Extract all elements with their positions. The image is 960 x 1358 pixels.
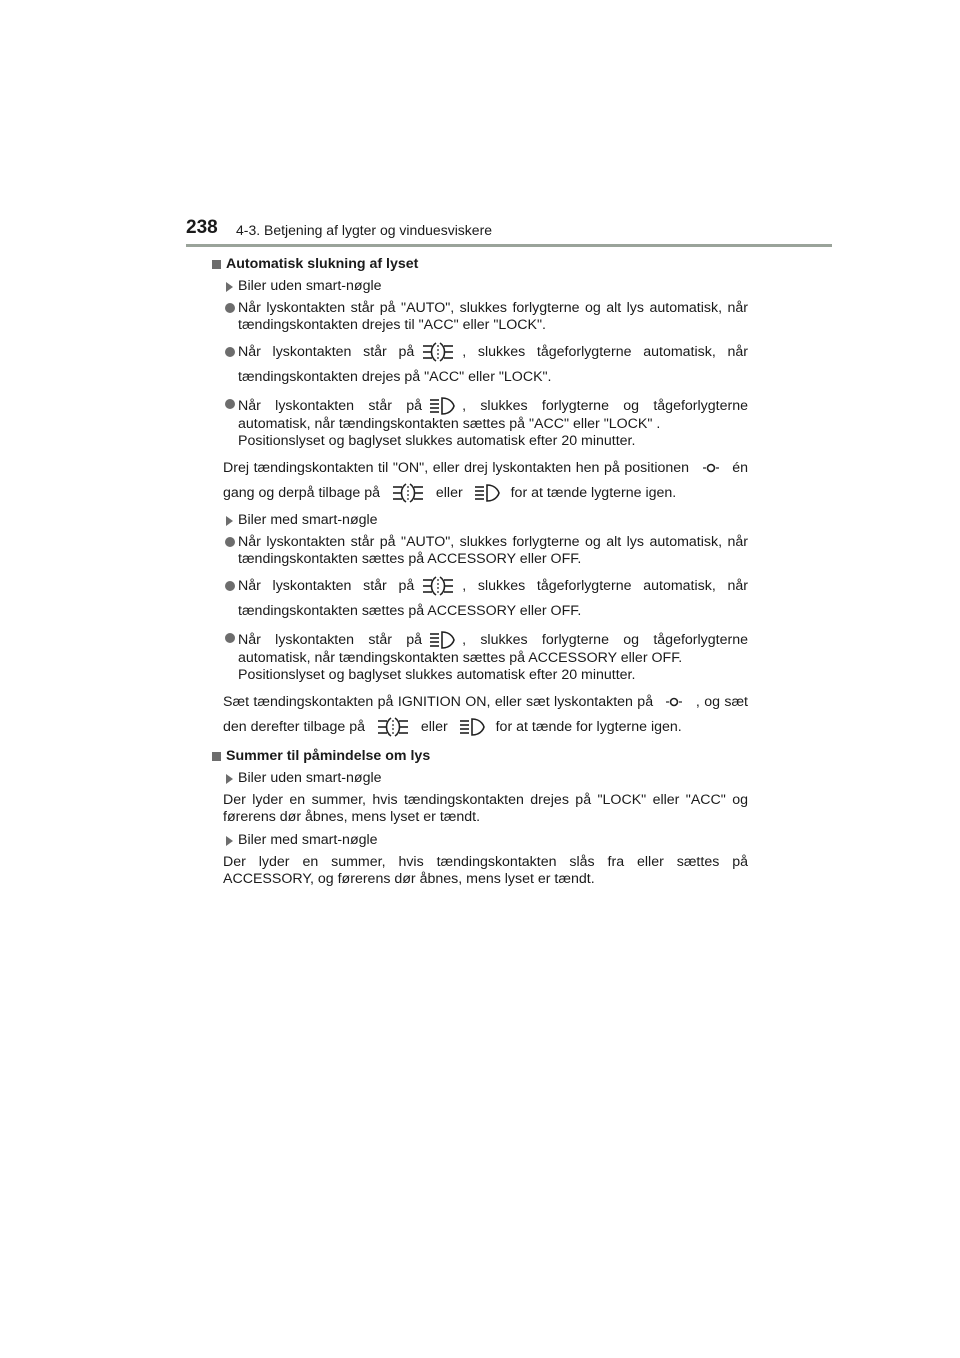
list-item xyxy=(212,340,748,390)
section-heading xyxy=(212,256,748,273)
round-bullet-icon xyxy=(225,633,235,643)
list-item-text: Positionslyset og baglyset slukkes automatisk efter 20 minutter. xyxy=(238,433,636,449)
headlight-icon xyxy=(458,717,486,737)
list-item xyxy=(212,300,748,334)
round-bullet-icon xyxy=(225,303,235,313)
subheading xyxy=(212,832,748,849)
list-item-text: Når lyskontakten står på "AUTO", slukkes forlygterne og alt lys automatisk, når tændingskontakten drejes til "ACC" eller "LOCK". xyxy=(238,300,748,333)
triangle-bullet-icon xyxy=(226,516,233,526)
list-item-text: , slukkes forlygterne og tågeforlygterne automatisk, når tændingskontakten sættes på ACCESSORY eller OFF. xyxy=(238,631,748,666)
heading-text: Summer til påmindelse om lys xyxy=(226,748,431,764)
list-item xyxy=(212,630,748,684)
subheading xyxy=(212,770,748,787)
paragraph-text: for at tænde lygterne igen. xyxy=(510,485,677,501)
subheading-text: Biler med smart-nøgle xyxy=(238,832,378,848)
page-header xyxy=(186,214,832,250)
triangle-bullet-icon xyxy=(226,282,233,292)
list-item-text: Når lyskontakten står på xyxy=(238,631,423,648)
fog-light-icon xyxy=(390,482,426,504)
triangle-bullet-icon xyxy=(226,774,233,784)
paragraph xyxy=(212,690,748,740)
paragraph-text: Drej tændingskontakten til "ON", eller drej lyskontakten hen på positionen xyxy=(223,460,690,476)
paragraph xyxy=(212,854,748,888)
triangle-bullet-icon xyxy=(226,836,233,846)
paragraph-text: Der lyder en summer, hvis tændingskontakten slås fra eller sættes på ACCESSORY, og førerens dør åbnes, mens lyset er tændt. xyxy=(223,854,748,887)
subheading xyxy=(212,278,748,295)
headlight-icon xyxy=(428,630,456,650)
subheading-text: Biler med smart-nøgle xyxy=(238,512,378,528)
paragraph-text: Der lyder en summer, hvis tændingskontakten drejes på "LOCK" eller "ACC" og førerens dør åbnes, mens lyset er tændt. xyxy=(223,792,748,825)
round-bullet-icon xyxy=(225,347,235,357)
headlight-icon xyxy=(473,483,501,503)
round-bullet-icon xyxy=(225,537,235,547)
header-rule xyxy=(186,244,832,247)
paragraph xyxy=(212,792,748,826)
section-heading xyxy=(212,748,748,765)
list-item xyxy=(212,396,748,450)
list-item-text: , slukkes tågeforlygterne automatisk, når tændingskontakten drejes på "ACC" eller "LOCK". xyxy=(238,344,748,385)
parking-light-icon xyxy=(700,459,722,477)
list-item xyxy=(212,574,748,624)
square-bullet-icon xyxy=(212,260,221,269)
subheading-text: Biler uden smart-nøgle xyxy=(238,278,382,294)
list-item-text: Positionslyset og baglyset slukkes automatisk efter 20 minutter. xyxy=(238,667,636,683)
fog-light-icon xyxy=(420,575,456,597)
paragraph-text: eller xyxy=(435,485,463,501)
list-item xyxy=(212,534,748,568)
paragraph xyxy=(212,456,748,506)
round-bullet-icon xyxy=(225,581,235,591)
paragraph-text: én gang og derpå tilbage på xyxy=(223,460,748,501)
heading-text: Automatisk slukning af lyset xyxy=(226,256,419,272)
list-item-text: Når lyskontakten står på "AUTO", slukkes forlygterne og alt lys automatisk, når tændingskontakten sættes på ACCESSORY eller OFF. xyxy=(238,534,748,567)
list-item-text: , slukkes forlygterne og tågeforlygterne automatisk, når tændingskontakten sættes på "ACC" eller "LOCK" . xyxy=(238,397,748,432)
paragraph-text: Sæt tændingskontakten på IGNITION ON, eller sæt lyskontakten på xyxy=(223,694,654,710)
subheading-text: Biler uden smart-nøgle xyxy=(238,770,382,786)
square-bullet-icon xyxy=(212,752,221,761)
paragraph-text: , og sæt den derefter tilbage på xyxy=(223,694,749,735)
paragraph-text: eller xyxy=(420,719,448,735)
page-number: 238 xyxy=(186,217,218,238)
list-item-text: Når lyskontakten står på xyxy=(238,344,415,360)
fog-light-icon xyxy=(420,341,456,363)
list-item-text: Når lyskontakten står på xyxy=(238,397,423,414)
page-content xyxy=(212,256,748,894)
headlight-icon xyxy=(428,396,456,416)
parking-light-icon xyxy=(663,693,685,711)
fog-light-icon xyxy=(375,716,411,738)
paragraph-text: for at tænde for lygterne igen. xyxy=(495,719,682,735)
list-item-text: Når lyskontakten står på xyxy=(238,578,415,594)
subheading xyxy=(212,512,748,529)
list-item-text: , slukkes tågeforlygterne automatisk, når tændingskontakten sættes på ACCESSORY eller OFF. xyxy=(238,578,748,619)
section-title: 4-3. Betjening af lygter og vinduesviskere xyxy=(236,222,493,238)
round-bullet-icon xyxy=(225,399,235,409)
